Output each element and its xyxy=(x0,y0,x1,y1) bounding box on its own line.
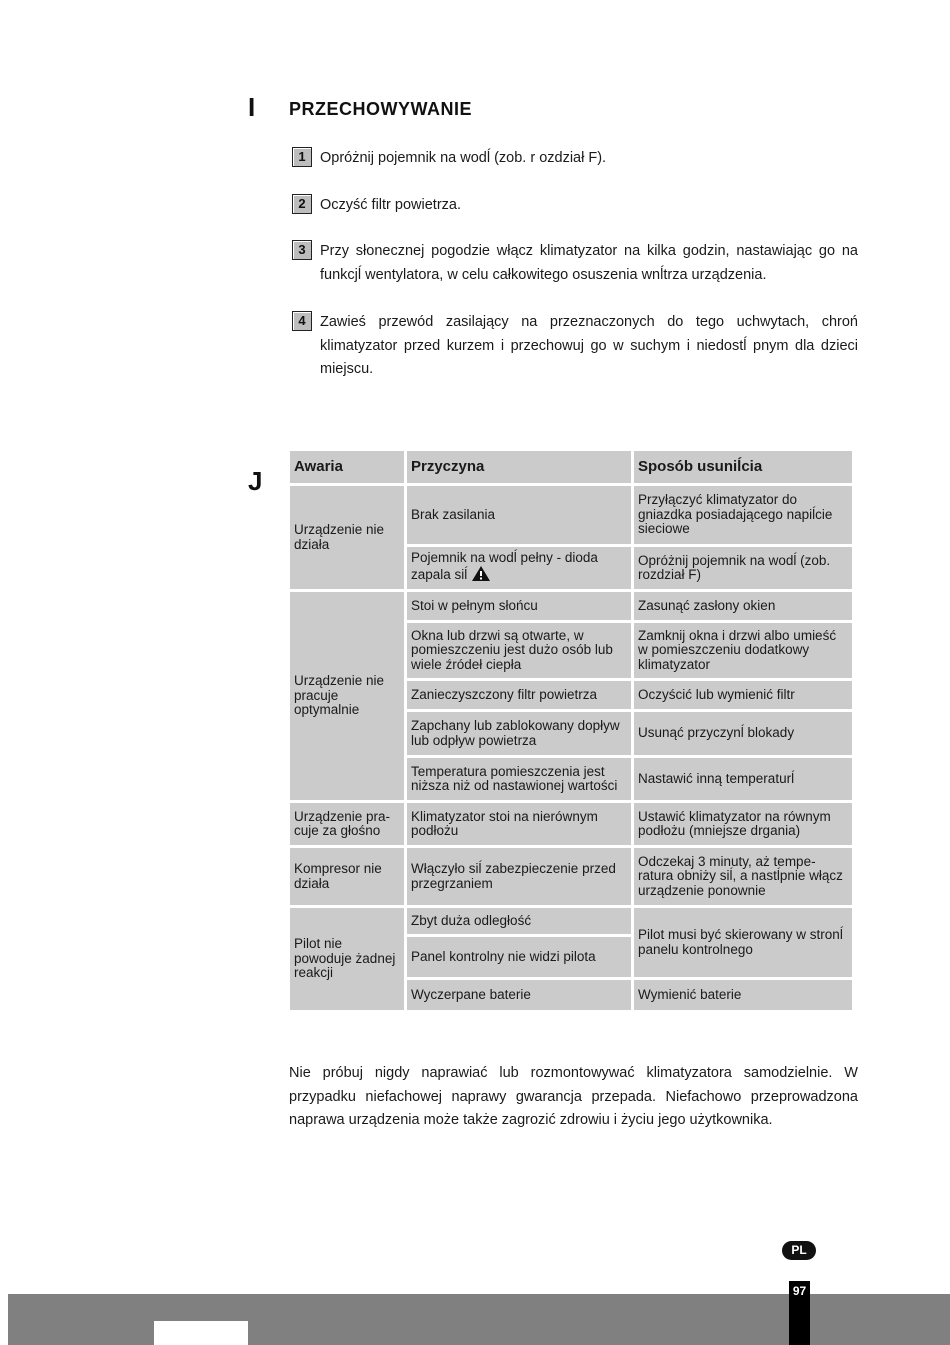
section-title: PRZECHOWYWANIE xyxy=(289,99,473,119)
remedy-cell: Pilot musi być skierowany w stronĺ panelu kontrolnego xyxy=(634,908,852,977)
step-text: Przy słonecznej pogodzie włącz klimatyzator na kilka godzin, nastawiając go na funkcjĺ wentylatora, w celu całkowitego osuszenia wnĺtrza urządzenia. xyxy=(320,243,858,283)
step-number: 4 xyxy=(292,311,312,331)
remedy-cell: Odczekaj 3 minuty, aż tempe-ratura obniży siĺ, a nastĺpnie włącz urządzenie ponownie xyxy=(634,848,852,905)
step-4 xyxy=(292,311,858,382)
table-row xyxy=(290,848,852,905)
step-text: Zawieś przewód zasilający na przeznaczonych do tego uchwytach, chroń klimatyzator przed kurzem i przechowuj go w suchym i niedostĺ pnym dla dzieci miejscu. xyxy=(320,314,858,377)
step-number: 2 xyxy=(292,194,312,214)
step-2 xyxy=(292,194,858,218)
remedy-cell: Nastawić inną temperaturĺ xyxy=(634,758,852,800)
section-letter-i: I xyxy=(248,92,256,122)
table-row xyxy=(290,592,852,620)
step-3 xyxy=(292,240,858,287)
header-remedy: Sposób usuniĺcia xyxy=(634,451,852,483)
step-number: 1 xyxy=(292,147,312,167)
cause-cell: Wyczerpane baterie xyxy=(407,980,631,1010)
cause-cell: Stoi w pełnym słońcu xyxy=(407,592,631,620)
cause-cell: Klimatyzator stoi na nierównym podłożu xyxy=(407,803,631,845)
remedy-cell: Przyłączyć klimatyzator do gniazdka posiadającego napiĺcie sieciowe xyxy=(634,486,852,544)
step-text: Oczyść filtr powietrza. xyxy=(320,197,461,213)
table-header-row xyxy=(290,451,852,483)
table-row xyxy=(290,486,852,544)
fault-cell: Urządzenie pra-cuje za głośno xyxy=(290,803,404,845)
cause-text: Pojemnik na wodĺ pełny - dioda zapala siĺ xyxy=(411,549,598,582)
remedy-cell: Ustawić klimatyzator na równym podłożu (mniejsze drgania) xyxy=(634,803,852,845)
fault-cell: Kompresor nie działa xyxy=(290,848,404,905)
page-number: 97 xyxy=(789,1281,810,1345)
cause-cell: Zanieczyszczony filtr powietrza xyxy=(407,681,631,709)
header-fault: Awaria xyxy=(290,451,404,483)
step-number: 3 xyxy=(292,240,312,260)
section-letter-j: J xyxy=(248,466,263,496)
fault-cell: Urządzenie nie działa xyxy=(290,486,404,589)
cause-cell: Brak zasilania xyxy=(407,486,631,544)
cause-cell: Temperatura pomieszczenia jest niższa niż od nastawionej wartości xyxy=(407,758,631,800)
table-row xyxy=(290,803,852,845)
cause-cell: Zapchany lub zablokowany dopływ lub odpływ powietrza xyxy=(407,712,631,755)
step-text: Opróżnij pojemnik na wodĺ (zob. r ozdział F). xyxy=(320,150,607,166)
cause-cell: Włączyło siĺ zabezpieczenie przed przegrzaniem xyxy=(407,848,631,905)
header-cause: Przyczyna xyxy=(407,451,631,483)
troubleshooting-table xyxy=(287,448,855,1013)
warning-triangle-icon xyxy=(471,565,491,586)
remedy-cell: Zasunąć zasłony okien xyxy=(634,592,852,620)
remedy-cell: Oczyścić lub wymienić filtr xyxy=(634,681,852,709)
table-row xyxy=(290,908,852,934)
remedy-cell: Zamknij okna i drzwi albo umieść w pomieszczeniu dodatkowy klimatyzator xyxy=(634,623,852,678)
step-1 xyxy=(292,147,858,171)
fault-cell: Pilot nie powoduje żadnej reakcji xyxy=(290,908,404,1010)
cause-cell xyxy=(407,547,631,589)
remedy-cell: Wymienić baterie xyxy=(634,980,852,1010)
warning-note: Nie próbuj nigdy naprawiać lub rozmontowywać klimatyzatora samodzielnie. W przypadku niefachowej naprawy gwarancja przepada. Niefachowo przeprowadzona naprawa urządzenia może także zagrozić zdrowiu i życiu jego użytkownika. xyxy=(289,1065,858,1128)
language-badge: PL xyxy=(782,1241,816,1260)
footer-tab xyxy=(154,1321,248,1345)
fault-cell: Urządzenie nie pracuje optymalnie xyxy=(290,592,404,800)
cause-cell: Zbyt duża odległość xyxy=(407,908,631,934)
cause-cell: Panel kontrolny nie widzi pilota xyxy=(407,937,631,977)
remedy-cell: Usunąć przyczynĺ blokady xyxy=(634,712,852,755)
cause-cell: Okna lub drzwi są otwarte, w pomieszczeniu jest dużo osób lub wiele źródeł ciepła xyxy=(407,623,631,678)
remedy-cell: Opróżnij pojemnik na wodĺ (zob. rozdział F) xyxy=(634,547,852,589)
